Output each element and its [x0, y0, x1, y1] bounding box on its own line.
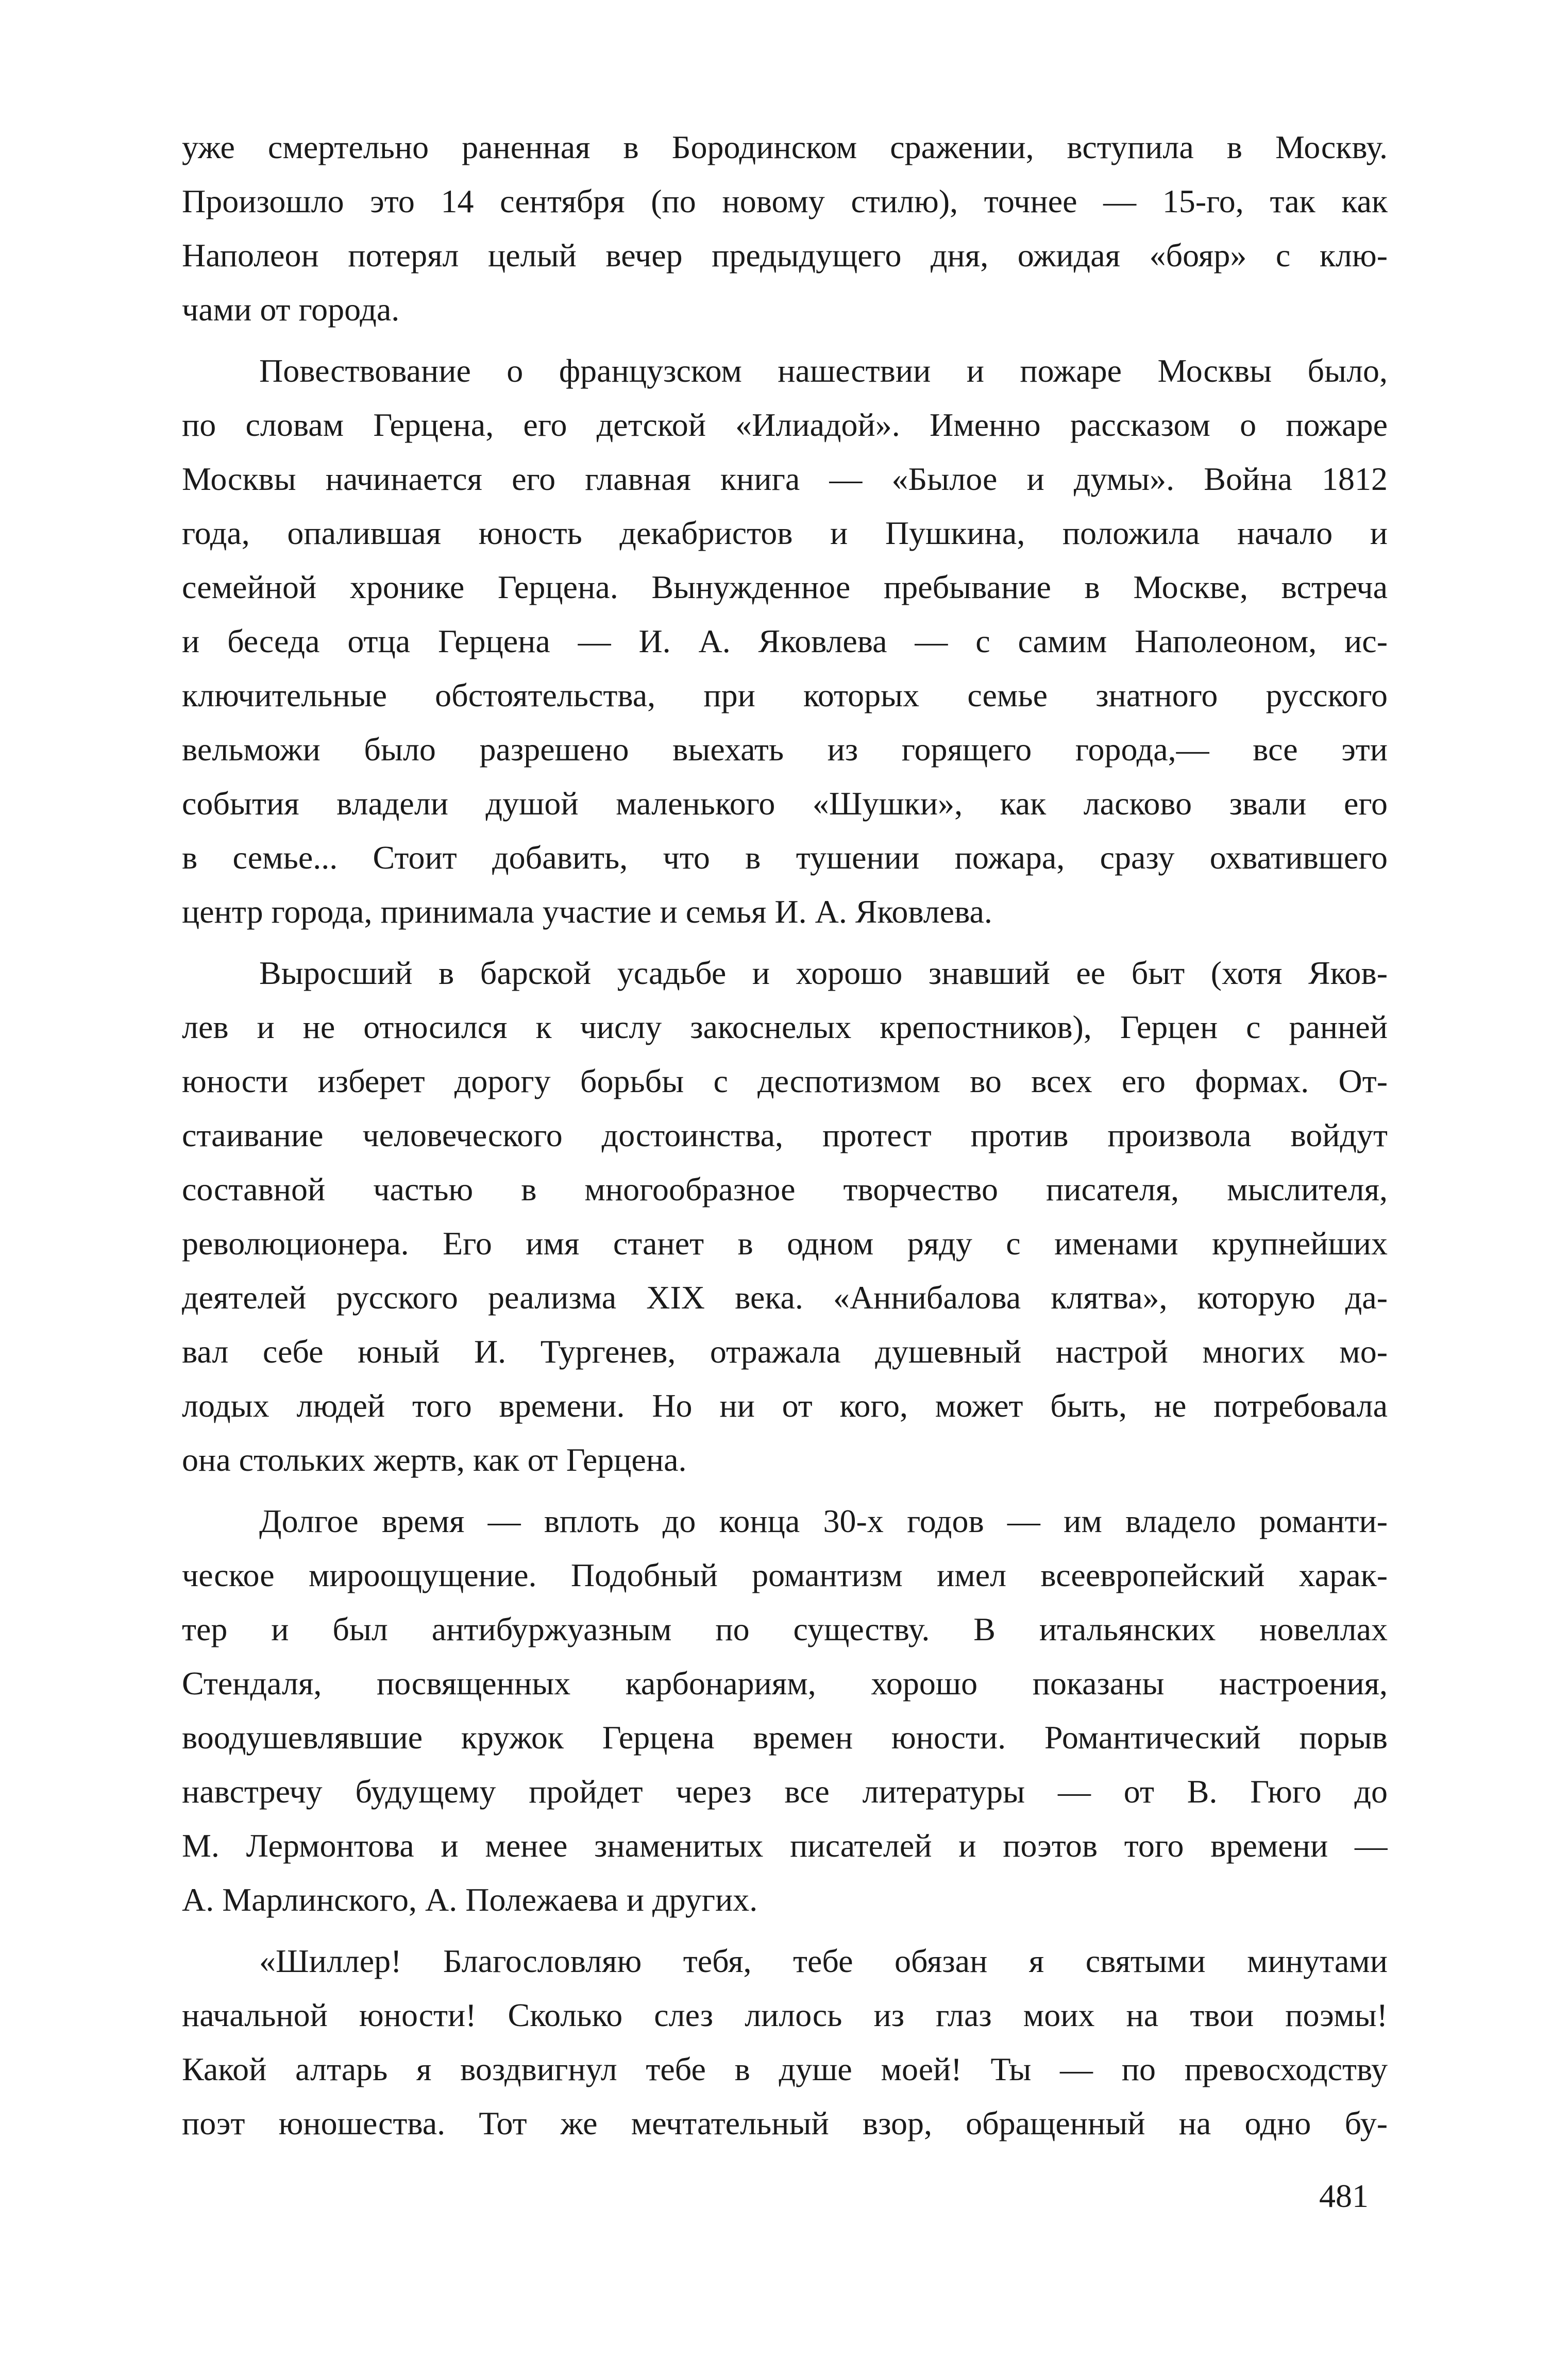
text-line: ключительные обстоятельства, при которых семье знатного русского	[182, 677, 1388, 713]
text-line: Наполеон потерял целый вечер предыдущего дня, ожидая «бояр» с клю-	[182, 237, 1388, 274]
text-line: составной частью в многообразное творчество писателя, мыслителя,	[182, 1171, 1388, 1208]
text-line: ческое мироощущение. Подобный романтизм имел всеевропейский харак-	[182, 1557, 1388, 1593]
text-line: Повествование о французском нашествии и пожаре Москвы было,	[259, 352, 1388, 389]
text-line: по словам Герцена, его детской «Илиадой». Именно рассказом о пожаре	[182, 406, 1388, 443]
text-line: она стольких жертв, как от Герцена.	[182, 1441, 687, 1478]
text-line: Произошло это 14 сентября (по новому стилю), точнее — 15-го, так как	[182, 183, 1388, 219]
text-line: и беседа отца Герцена — И. А. Яковлева — с самим Наполеоном, ис-	[182, 623, 1388, 659]
text-line: А. Марлинского, А. Полежаева и других.	[182, 1881, 758, 1918]
text-line: чами от города.	[182, 291, 400, 328]
text-line: поэт юношества. Тот же мечтательный взор, обращенный на одно бу-	[182, 2105, 1388, 2141]
text-line: воодушевлявшие кружок Герцена времен юности. Романтический порыв	[182, 1719, 1388, 1756]
paragraph	[182, 120, 1388, 336]
text-line: Стендаля, посвященных карбонариям, хорошо показаны настроения,	[182, 1665, 1388, 1702]
text-line: центр города, принимала участие и семья И. А. Яковлева.	[182, 893, 992, 930]
text-line: вал себе юный И. Тургенев, отражала душевный настрой многих мо-	[182, 1333, 1388, 1370]
text-line: М. Лермонтова и менее знаменитых писателей и поэтов того времени —	[182, 1827, 1388, 1864]
text-line: Выросший в барской усадьбе и хорошо знавший ее быт (хотя Яков-	[259, 955, 1388, 991]
paragraph	[182, 946, 1388, 1487]
text-line: вельможи было разрешено выехать из горящего города,— все эти	[182, 731, 1388, 768]
text-line: революционера. Его имя станет в одном ряду с именами крупнейших	[182, 1225, 1388, 1262]
text-line: уже смертельно раненная в Бородинском сражении, вступила в Москву.	[182, 129, 1388, 165]
text-line: навстречу будущему пройдет через все литературы — от В. Гюго до	[182, 1773, 1388, 1810]
text-line: лев и не относился к числу закоснелых крепостников), Герцен с ранней	[182, 1009, 1388, 1045]
text-line: Долгое время — вплоть до конца 30-х годов — им владело романти-	[259, 1503, 1388, 1539]
text-line: юности изберет дорогу борьбы с деспотизмом во всех его формах. От-	[182, 1063, 1388, 1099]
text-line: Москвы начинается его главная книга — «Былое и думы». Война 1812	[182, 461, 1388, 497]
page-body	[182, 120, 1388, 2150]
paragraph	[182, 1494, 1388, 1927]
paragraph	[182, 344, 1388, 939]
text-line: события владели душой маленького «Шушки», как ласково звали его	[182, 785, 1388, 822]
text-line: семейной хронике Герцена. Вынужденное пребывание в Москве, встреча	[182, 569, 1388, 605]
text-line: начальной юности! Сколько слез лилось из глаз моих на твои поэмы!	[182, 1997, 1388, 2033]
text-line: в семье... Стоит добавить, что в тушении пожара, сразу охватившего	[182, 839, 1388, 876]
text-line: года, опалившая юность декабристов и Пушкина, положила начало и	[182, 515, 1388, 551]
text-line: Какой алтарь я воздвигнул тебе в душе моей! Ты — по превосходству	[182, 2051, 1388, 2087]
paragraph	[182, 1934, 1388, 2150]
text-line: тер и был антибуржуазным по существу. В итальянских новеллах	[182, 1611, 1388, 1647]
text-line: деятелей русского реализма XIX века. «Аннибалова клятва», которую да-	[182, 1279, 1388, 1316]
text-line: «Шиллер! Благословляю тебя, тебе обязан я святыми минутами	[259, 1943, 1388, 1979]
text-line: стаивание человеческого достоинства, протест против произвола войдут	[182, 1117, 1388, 1153]
text-line: лодых людей того времени. Но ни от кого, может быть, не потребовала	[182, 1387, 1388, 1424]
page-number: 481	[1319, 2178, 1369, 2214]
